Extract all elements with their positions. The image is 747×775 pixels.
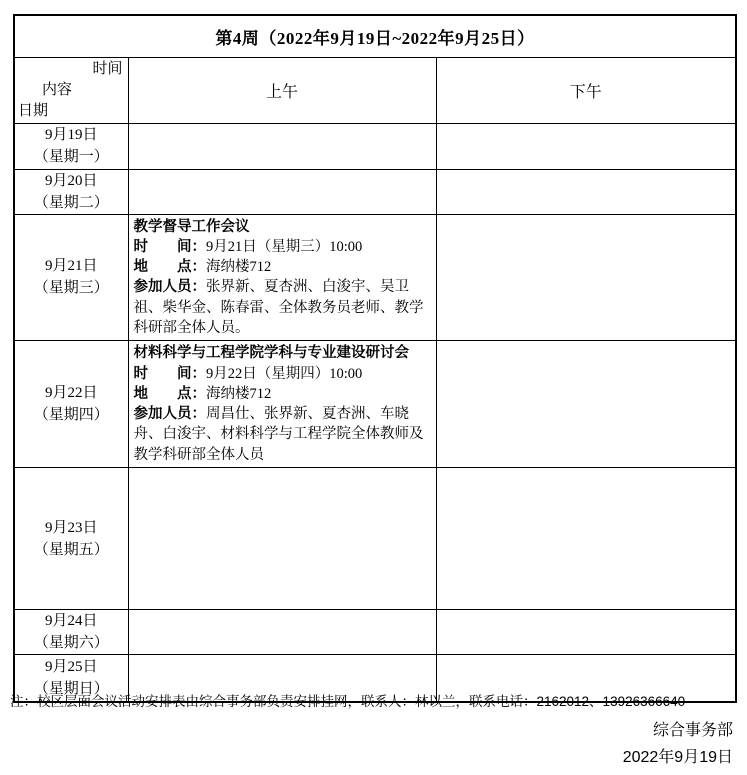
weekday-text: （星期一） bbox=[33, 149, 109, 165]
afternoon-cell bbox=[436, 341, 736, 468]
weekday-text: （星期五） bbox=[33, 541, 109, 558]
meeting-time-label: 时 间： bbox=[133, 238, 206, 255]
afternoon-cell bbox=[436, 169, 736, 214]
signature-department: 综合事务部 bbox=[652, 722, 733, 739]
weekday-text: （星期三） bbox=[33, 280, 109, 297]
meeting-title: 教学督导工作会议 bbox=[133, 218, 250, 235]
week-title: 第4周（2022年9月19日~2022年9月25日） bbox=[14, 15, 736, 57]
date-cell bbox=[14, 610, 128, 655]
weekly-schedule-table bbox=[13, 14, 737, 703]
header-row bbox=[14, 57, 736, 123]
afternoon-cell bbox=[436, 610, 736, 655]
morning-cell bbox=[128, 123, 436, 169]
column-header-morning: 上午 bbox=[128, 57, 436, 123]
date-cell bbox=[14, 123, 128, 169]
day-row-monday bbox=[14, 123, 736, 169]
morning-cell bbox=[128, 468, 436, 610]
morning-cell bbox=[128, 341, 436, 468]
meeting-entry bbox=[134, 343, 431, 465]
date-text: 9月24日 bbox=[44, 613, 98, 630]
signature-date: 2022年9月19日 bbox=[622, 749, 733, 766]
day-row-thursday bbox=[14, 341, 736, 468]
corner-label-content: 内容 bbox=[42, 81, 73, 98]
day-row-wednesday bbox=[14, 214, 736, 341]
weekday-text: （星期四） bbox=[33, 407, 109, 424]
morning-cell bbox=[128, 169, 436, 214]
meeting-entry bbox=[134, 217, 431, 339]
corner-header bbox=[14, 57, 128, 123]
date-cell bbox=[14, 341, 128, 468]
title-row bbox=[14, 15, 736, 57]
meeting-place: 海纳楼712 bbox=[206, 385, 272, 402]
day-row-tuesday bbox=[14, 169, 736, 214]
morning-cell bbox=[128, 214, 436, 341]
meeting-participants-label: 参加人员： bbox=[133, 279, 206, 296]
column-header-afternoon: 下午 bbox=[436, 57, 736, 123]
meeting-time: 9月21日（星期三）10:00 bbox=[206, 238, 363, 255]
date-text: 9月22日 bbox=[44, 385, 98, 402]
meeting-participants: 张界新、夏杏洲、白浚宇、吴卫祖、柴华金、陈春雷、全体教务员老师、教学科研部全体人员。 bbox=[133, 279, 424, 336]
day-row-saturday bbox=[14, 610, 736, 655]
date-cell bbox=[14, 468, 128, 610]
date-text: 9月20日 bbox=[44, 172, 98, 189]
afternoon-cell bbox=[436, 123, 736, 169]
date-text: 9月25日 bbox=[44, 658, 98, 675]
date-text: 9月23日 bbox=[44, 519, 98, 536]
footer-note: 注：校区层面会议活动安排表由综合事务部负责安排挂网，联系人：林以兰，联系电话：2162012、13926366640 bbox=[10, 694, 686, 709]
meeting-place: 海纳楼712 bbox=[206, 259, 272, 276]
weekday-text: （星期六） bbox=[33, 635, 109, 652]
meeting-participants-label: 参加人员： bbox=[133, 406, 206, 423]
afternoon-cell bbox=[436, 214, 736, 341]
weekday-text: （星期二） bbox=[33, 194, 109, 211]
morning-cell bbox=[128, 610, 436, 655]
weekday-text: （星期日） bbox=[33, 680, 109, 697]
day-row-friday bbox=[14, 468, 736, 610]
date-text: 9月21日 bbox=[44, 258, 98, 275]
meeting-title: 材料科学与工程学院学科与专业建设研讨会 bbox=[133, 345, 409, 362]
meeting-participants: 周昌仕、张界新、夏杏洲、车晓舟、白浚宇、材料科学与工程学院全体教师及教学科研部全体人员 bbox=[133, 406, 424, 463]
meeting-time: 9月22日（星期四）10:00 bbox=[206, 365, 363, 382]
date-cell bbox=[14, 214, 128, 341]
date-text: 9月19日 bbox=[44, 127, 98, 143]
date-cell bbox=[14, 169, 128, 214]
corner-label-date: 日期 bbox=[18, 102, 49, 119]
meeting-place-label: 地 点： bbox=[133, 259, 206, 276]
meeting-time-label: 时 间： bbox=[133, 365, 206, 382]
corner-label-time: 时间 bbox=[92, 60, 123, 77]
afternoon-cell bbox=[436, 468, 736, 610]
meeting-place-label: 地 点： bbox=[133, 385, 206, 402]
